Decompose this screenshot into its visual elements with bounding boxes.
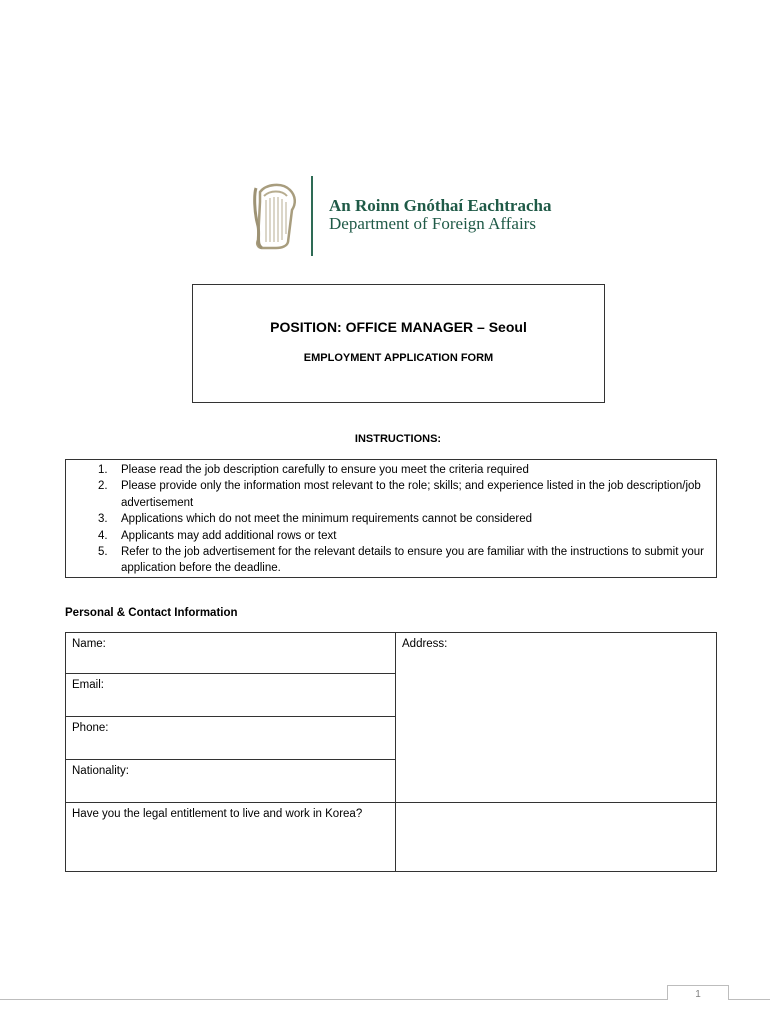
instruction-number: 2. [98, 480, 108, 493]
instructions-list [66, 460, 716, 577]
instruction-item [66, 478, 716, 511]
department-name-english: Department of Foreign Affairs [329, 214, 536, 233]
nationality-field[interactable] [65, 759, 396, 803]
legal-entitlement-answer-field[interactable] [395, 802, 717, 872]
page-number: 1 [667, 985, 729, 1000]
name-label: Name: [72, 638, 106, 650]
address-label: Address: [402, 638, 448, 650]
phone-label: Phone: [72, 722, 109, 734]
instruction-number: 4. [98, 529, 108, 542]
position-title: POSITION: OFFICE MANAGER – Seoul [270, 319, 527, 335]
instructions-heading: INSTRUCTIONS: [354, 433, 442, 445]
instruction-number: 3. [98, 513, 108, 526]
instruction-number: 1. [98, 464, 108, 476]
logo-divider [311, 176, 313, 256]
footer-divider [0, 999, 770, 1000]
instruction-text: Refer to the job advertisement for the relevant details to ensure you are familiar with the instructions to submit your application before the deadline. [121, 546, 704, 575]
email-label: Email: [72, 679, 104, 691]
address-field[interactable] [395, 632, 717, 803]
position-title-box [192, 284, 605, 403]
instruction-text: Please read the job description carefully to ensure you meet the criteria required [121, 464, 529, 476]
personal-section-heading: Personal & Contact Information [65, 607, 238, 619]
instructions-box [65, 459, 717, 578]
harp-icon [252, 182, 298, 250]
form-title: EMPLOYMENT APPLICATION FORM [303, 352, 494, 364]
instruction-text: Applications which do not meet the minimum requirements cannot be considered [121, 513, 533, 526]
instruction-text: Please provide only the information most relevant to the role; skills; and experience listed in the job description/job advertisement [121, 480, 701, 509]
phone-field[interactable] [65, 716, 396, 760]
email-field[interactable] [65, 673, 396, 717]
instruction-item [66, 528, 716, 544]
instruction-number: 5. [98, 546, 108, 559]
instruction-item [66, 462, 716, 478]
department-logo [250, 176, 570, 256]
instruction-item [66, 544, 716, 577]
instruction-text: Applicants may add additional rows or text [121, 529, 337, 542]
legal-entitlement-question [65, 802, 396, 872]
nationality-label: Nationality: [72, 765, 129, 777]
name-field[interactable] [65, 632, 396, 674]
legal-entitlement-label: Have you the legal entitlement to live and work in Korea? [72, 808, 363, 820]
department-name-irish: An Roinn Gnóthaí Eachtracha [329, 196, 552, 215]
instruction-item [66, 511, 716, 527]
